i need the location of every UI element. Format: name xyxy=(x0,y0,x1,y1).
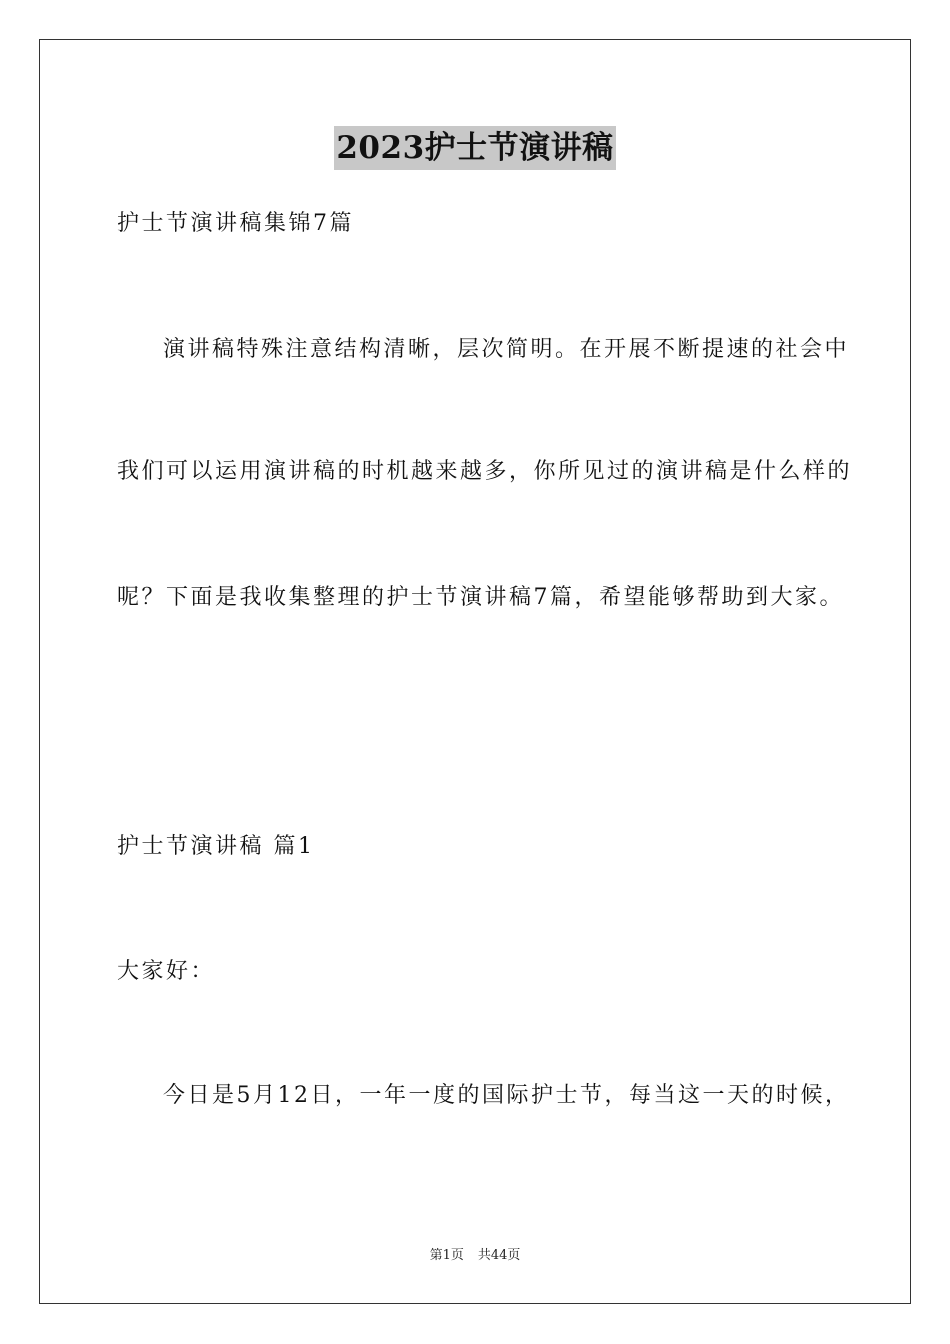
body-paragraph-line: 今日是5月12日，一年一度的国际护士节，每当这一天的时候， xyxy=(163,1083,850,1108)
greeting-line: 大家好： xyxy=(117,959,216,984)
section-heading: 护士节演讲稿 篇1 xyxy=(117,834,315,859)
title-container xyxy=(0,126,950,170)
document-title: 2023护士节演讲稿 xyxy=(334,126,615,170)
page-total: 共44页 xyxy=(477,1248,521,1263)
intro-paragraph-line-1: 演讲稿特殊注意结构清晰，层次简明。在开展不断提速的社会中 xyxy=(163,337,850,362)
intro-paragraph-line-3: 呢？下面是我收集整理的护士节演讲稿7篇，希望能够帮助到大家。 xyxy=(117,585,844,610)
page-number: 第1页 xyxy=(429,1248,464,1263)
page-footer xyxy=(0,1247,950,1265)
intro-paragraph-line-2: 我们可以运用演讲稿的时机越来越多，你所见过的演讲稿是什么样的 xyxy=(117,459,853,484)
document-subtitle: 护士节演讲稿集锦7篇 xyxy=(117,211,354,236)
